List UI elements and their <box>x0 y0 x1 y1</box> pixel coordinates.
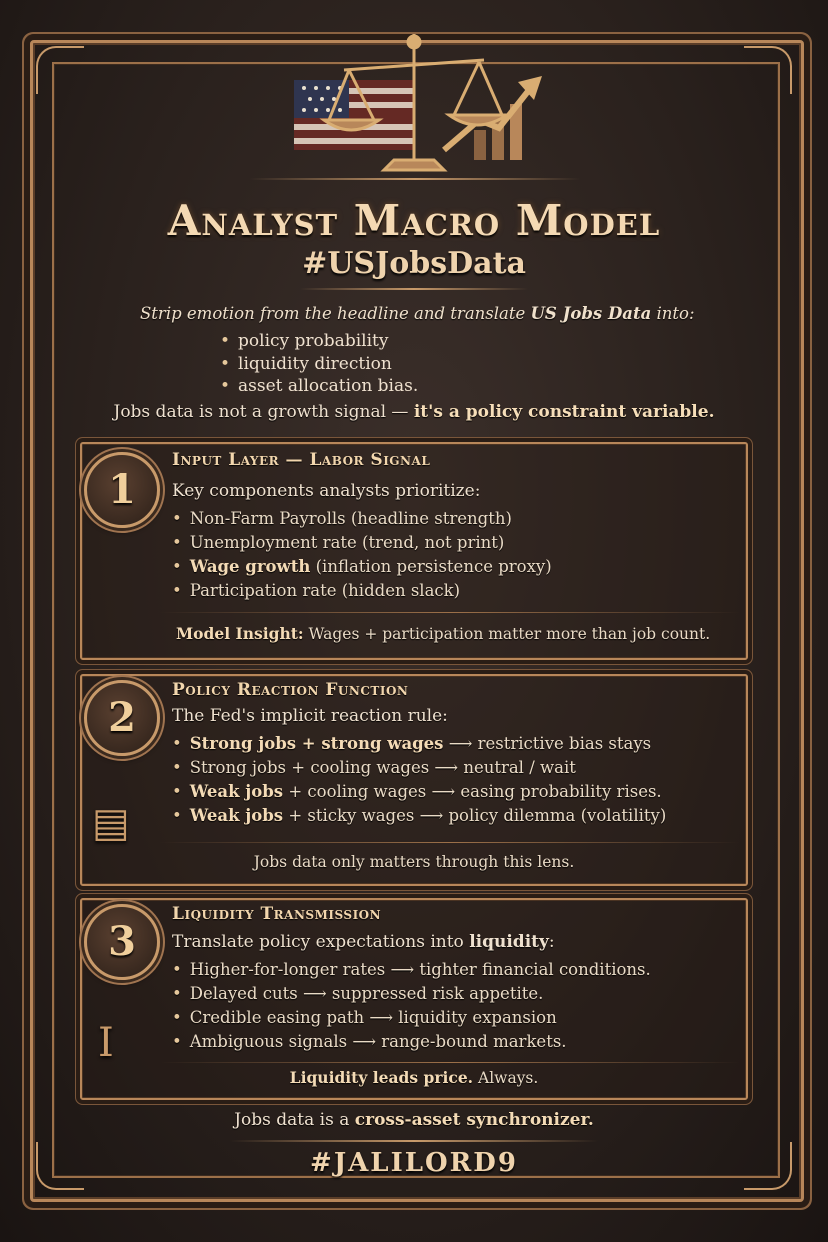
panel-list <box>172 507 732 603</box>
crest-divider <box>250 178 580 180</box>
badge-number-2: 2 <box>84 680 160 756</box>
panel-title: Input Layer — Labor Signal <box>172 450 431 470</box>
panel-footer-bold: Model Insight: <box>176 624 304 643</box>
panel-footer-text: Jobs data only matters through this lens. <box>253 853 575 871</box>
panel-separator <box>160 842 740 843</box>
corner-ornament-top-left <box>36 46 84 94</box>
list-item: • policy probability <box>220 330 418 353</box>
panel-subtitle: Key components analysts prioritize: <box>172 481 481 501</box>
footer-divider <box>230 1140 598 1142</box>
closing-bold: cross-asset synchronizer. <box>354 1110 594 1130</box>
hashtag-divider <box>300 288 528 290</box>
intro-lead-tail: into: <box>651 304 695 323</box>
list-item <box>172 1006 732 1030</box>
panel-separator <box>160 612 740 613</box>
panel-list <box>172 732 732 828</box>
intro-lead-text: Strip emotion from the headline and translate <box>140 304 531 323</box>
list-item: • asset allocation bias. <box>220 375 418 398</box>
list-item <box>172 780 732 804</box>
hashtag-usjobsdata[interactable]: #USJobsData <box>302 246 526 281</box>
corner-ornament-top-right <box>744 46 792 94</box>
list-item-bold: Strong jobs + strong wages <box>189 734 444 753</box>
us-flag-icon <box>294 80 414 150</box>
panel-footer <box>0 1068 828 1087</box>
list-item-text: Strong jobs + cooling wages ⟶ neutral / wait <box>189 758 576 777</box>
intro-lead <box>140 304 740 323</box>
list-item-text: (inflation persistence proxy) <box>310 557 552 576</box>
panel-title: Policy Reaction Function <box>172 680 409 700</box>
panel-subtitle-tail: : <box>548 932 555 952</box>
closing-text: Jobs data is a <box>234 1110 355 1130</box>
thesis-text: Jobs data is not a growth signal — <box>113 402 414 422</box>
pillar-column-icon: Ⅰ <box>98 1020 114 1066</box>
panel-subtitle-text: Translate policy expectations into <box>172 932 470 952</box>
panel-subtitle <box>172 932 555 952</box>
list-item-text: Non-Farm Payrolls (headline strength) <box>189 509 512 528</box>
intro-lead-bold: US Jobs Data <box>530 304 652 323</box>
list-item-text: ⟶ restrictive bias stays <box>443 734 652 753</box>
badge-number-3: 3 <box>84 904 160 980</box>
list-item-text: Ambiguous signals ⟶ range-bound markets. <box>189 1032 567 1051</box>
panel-footer-text: Always. <box>473 1069 539 1087</box>
thesis-bold: it's a policy constraint variable. <box>413 402 715 422</box>
list-item-text: + cooling wages ⟶ easing probability rises. <box>283 782 662 801</box>
list-item-text: + sticky wages ⟶ policy dilemma (volatility) <box>283 806 667 825</box>
list-item <box>172 507 732 531</box>
list-item <box>172 732 732 756</box>
panel-footer <box>0 852 828 871</box>
badge-number-1: 1 <box>84 452 160 528</box>
crest-illustration <box>274 20 554 180</box>
page-title: Analyst Macro Model <box>167 196 661 245</box>
intro-bullet-list <box>220 330 418 398</box>
list-item-bold: Weak jobs <box>189 782 284 801</box>
list-item <box>172 1030 732 1054</box>
list-item <box>172 756 732 780</box>
panel-subtitle-bold: liquidity <box>469 932 549 952</box>
list-item-bold: Weak jobs <box>189 806 284 825</box>
panel-list <box>172 958 732 1054</box>
list-item-text: Credible easing path ⟶ liquidity expansion <box>189 1008 557 1027</box>
list-item <box>172 982 732 1006</box>
list-item <box>172 531 732 555</box>
list-item: • liquidity direction <box>220 353 418 376</box>
thesis-statement <box>0 402 828 422</box>
panel-subtitle: The Fed's implicit reaction rule: <box>172 706 448 726</box>
list-item <box>172 958 732 982</box>
list-item <box>172 804 732 828</box>
hashtag-jalilord9[interactable]: #JALILORD9 <box>310 1148 518 1178</box>
list-item-bold: Wage growth <box>189 557 311 576</box>
panel-separator <box>160 1062 740 1063</box>
money-stack-icon: ▤ <box>92 800 130 846</box>
list-item <box>172 579 732 603</box>
panel-footer-text: Wages + participation matter more than job count. <box>303 625 711 643</box>
list-item-text: Delayed cuts ⟶ suppressed risk appetite. <box>189 984 544 1003</box>
panel-footer <box>176 624 710 643</box>
panel-footer-bold: Liquidity leads price. <box>289 1068 474 1087</box>
list-item <box>172 555 732 579</box>
list-item-text: Unemployment rate (trend, not print) <box>189 533 505 552</box>
list-item-text: Participation rate (hidden slack) <box>189 581 461 600</box>
list-item-text: Higher-for-longer rates ⟶ tighter financial conditions. <box>189 960 651 979</box>
panel-title: Liquidity Transmission <box>172 904 382 924</box>
closing-statement <box>0 1110 828 1130</box>
